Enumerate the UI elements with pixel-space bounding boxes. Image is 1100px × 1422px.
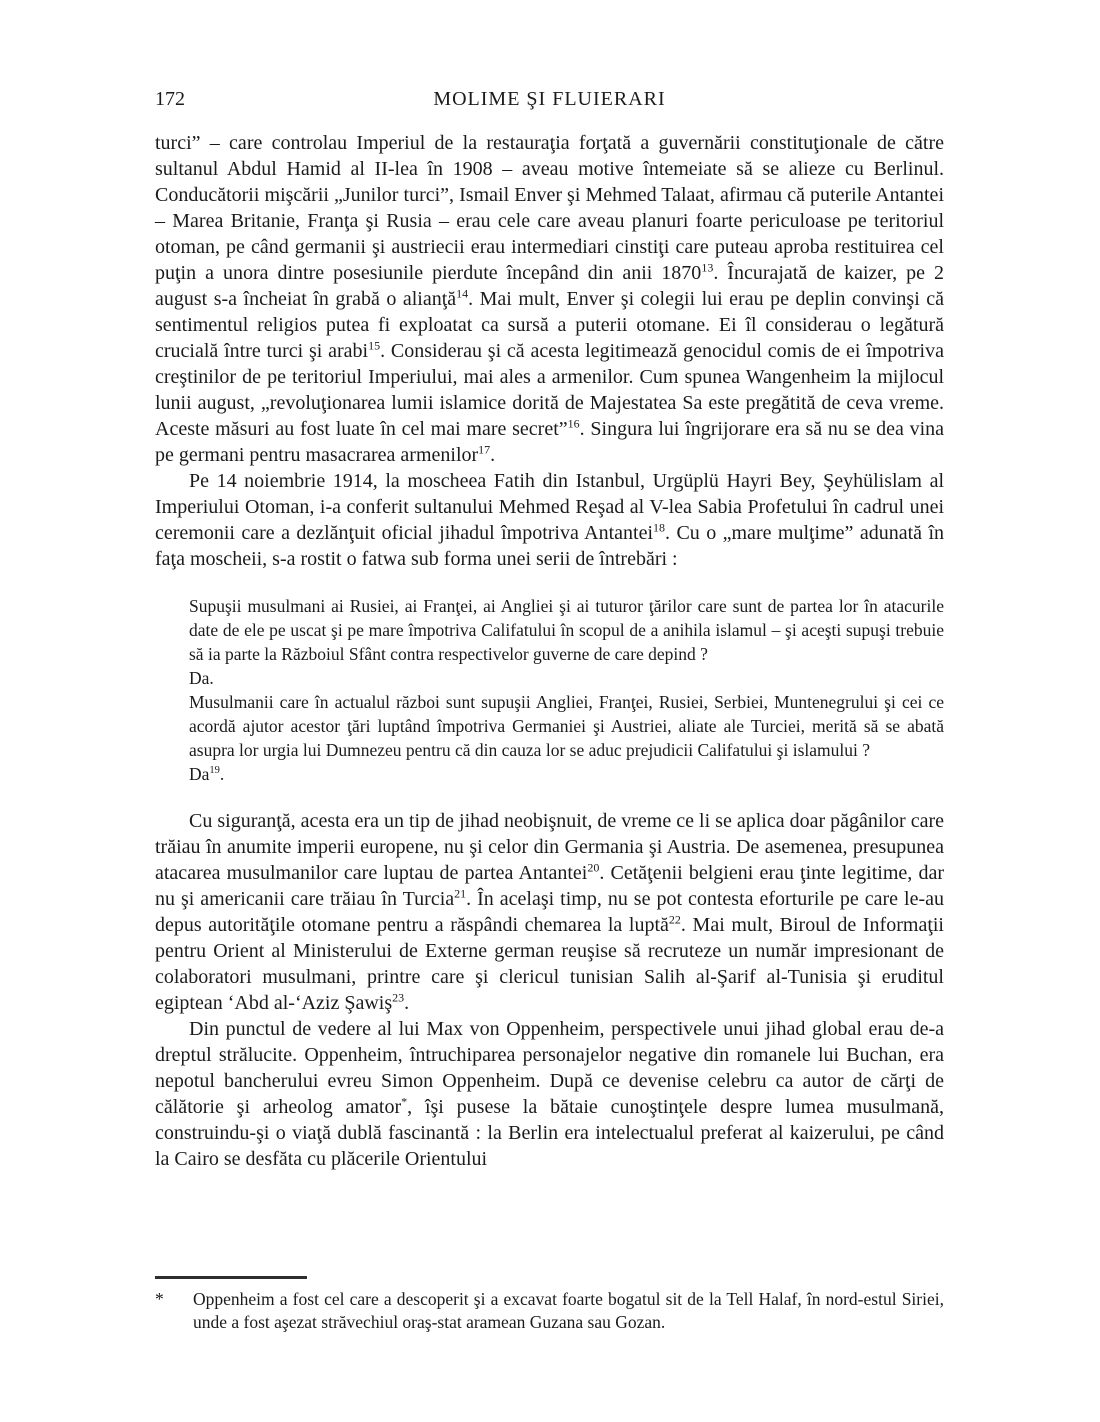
quote-question-1: Supuşii musulmani ai Rusiei, ai Franţei, ai Angliei şi ai tuturor ţărilor care sunt de partea lor în atacurile date de ele pe uscat şi pe mare împotriva Califatului în scopul de a anihila islamul – şi aceşti supuşi trebuie să ia parte la Războiul Sfânt contra respectivelor guverne de care depind ?: [189, 596, 944, 664]
paragraph-jihad-neobisnuit: Cu siguranţă, acesta era un tip de jihad neobişnuit, de vreme ce li se aplica doar păgânilor care trăiau în anumite imperii europene, nu şi celor din Germania şi Austria. De asemenea, presupunea atacarea musulmanilor care luptau de partea Antantei$^{20}$. Cetăţenii belgieni erau ţinte legitime, dar nu şi americanii care trăiau în Turcia$^{21}$. În acelaşi timp, nu se pot contesta eforturile pe care le-au depus autorităţile otomane pentru a răspândi chemarea la luptă$^{22}$. Mai mult, Biroul de Informaţii pentru Orient al Ministerului de Externe german reuşise să recruteze un număr impresionant de colaboratori musulmani, printre care şi clericul tunisian Salih al-Şarif al-Tunisia şi eruditul egiptean ‘Abd al-‘Aziz Şawiş$^{23}$.: [155, 810, 944, 1014]
quote-question-2: Musulmanii care în actualul război sunt supuşii Angliei, Franţei, Rusiei, Serbiei, Muntenegrului şi cei ce acordă ajutor acestor ţări luptând împotriva Germaniei şi Austriei, aliate ale Turciei, merită să se abată asupra lor urgia lui Dumnezeu pentru că din cauza lor se aduc prejudicii Califatului şi islamului ?: [189, 692, 944, 760]
body-text: [155, 130, 944, 1172]
paragraph-junii-turci: turci” – care controlau Imperiul de la restauraţia forţată a guvernării constituţionale de către sultanul Abdul Hamid al II-lea în 1908 – aveau motive întemeiate să se alieze cu Berlinul. Conducătorii mişcării „Junilor turci”, Ismail Enver şi Mehmed Talaat, afirmau că puterile Antantei – Marea Britanie, Franţa şi Rusia – erau cele care aveau planuri foarte periculoase pe teritoriul otoman, pe când germanii şi austriecii erau intermediari cinstiţi care puteau aproba restituirea cel puţin a unora dintre posesiunile pierdute începând din anii 1870$^{13}$. Încurajată de kaizer, pe 2 august s-a încheiat în grabă o alianţă$^{14}$. Mai mult, Enver şi colegii lui erau pe deplin convinşi că sentimentul religios putea fi exploatat ca sursă a puterii otomane. Ei îl considerau o legătură crucială între turci şi arabi$^{15}$. Considerau şi că acesta legitimează genocidul comis de ei împotriva creştinilor de pe teritoriul Imperiului, mai ales a armenilor. Cum spunea Wangenheim la mijlocul lunii august, „revoluţionarea lumii islamice dorită de Majestatea Sa este pregătită de ceva vreme. Aceste măsuri au fost luate în cel mai mare secret”$^{16}$. Singura lui îngrijorare era să nu se dea vina pe germani pentru masacrarea armenilor$^{17}$.: [155, 132, 945, 466]
paragraph-fatwa-intro: Pe 14 noiembrie 1914, la moscheea Fatih din Istanbul, Urgüplü Hayri Bey, Şeyhülislam al Imperiului Otoman, i-a conferit sultanului Mehmed Reşad al V-lea Sabia Profetului în cadrul unei ceremonii care a dezlănţuit oficial jihadul împotriva Antantei$^{18}$. Cu o „mare mulţime” adunată în faţa moscheii, s-a rostit o fatwa sub forma unei serii de întrebări :: [155, 470, 944, 570]
footnote-marker: *: [155, 1289, 164, 1309]
footnote-rule: [155, 1276, 307, 1279]
footnote-text: Oppenheim a fost cel care a descoperit şi a excavat foarte bogatul sit de la Tell Halaf, în nord-estul Siriei, unde a fost aşezat străvechiul oraş-stat aramean Guzana sau Gozan.: [193, 1289, 944, 1332]
quote-answer-2: Da$^{19}$.: [189, 764, 225, 784]
running-title: MOLIME ŞI FLUIERARI: [433, 88, 666, 110]
footnote: [155, 1288, 944, 1334]
paragraph-oppenheim: Din punctul de vedere al lui Max von Oppenheim, perspectivele unui jihad global erau de-a dreptul strălucite. Oppenheim, întruchiparea personajelor negative din romanele lui Buchan, era nepotul bancherului evreu Simon Oppenheim. După ce devenise celebru ca autor de cărţi de călătorie şi arheolog amator*, îşi pusese la bătaie cunoştinţele despre lumea musulmană, construindu-şi o viaţă dublă fascinantă : la Berlin era intelectualul preferat al kaizerului, pe când la Cairo se desfăta cu plăcerile Orientului: [155, 1018, 944, 1170]
fatwa-quote: [189, 594, 944, 786]
footnote-area: [155, 1276, 944, 1334]
quote-answer-1: Da.: [189, 668, 214, 688]
page-number: 172: [155, 88, 185, 110]
page-header: [155, 88, 944, 114]
